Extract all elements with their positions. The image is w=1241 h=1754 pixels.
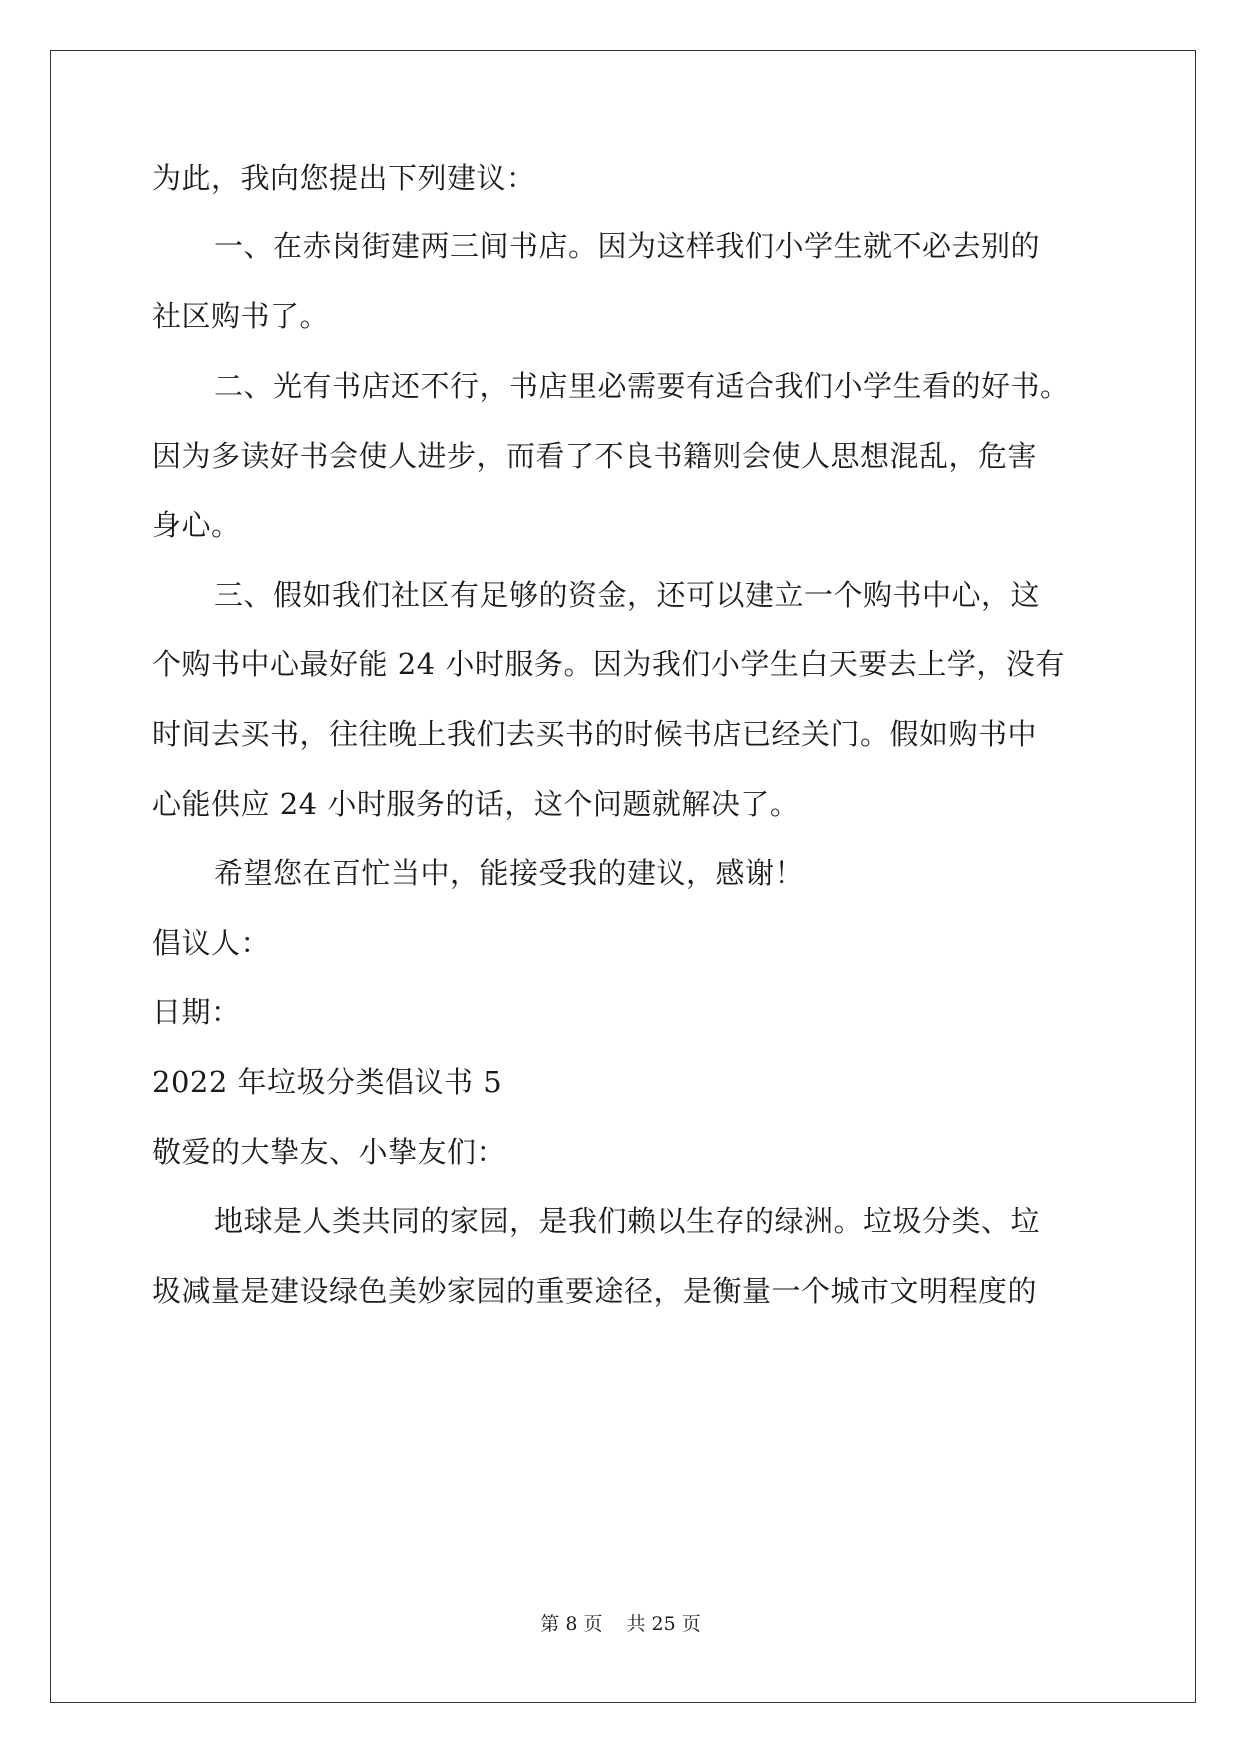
paragraph-line: 身心。 bbox=[152, 508, 241, 542]
paragraph-line: 社区购书了。 bbox=[152, 299, 330, 333]
paragraph-line: 三、假如我们社区有足够的资金，还可以建立一个购书中心，这 bbox=[214, 578, 1041, 612]
section-title: 2022 年垃圾分类倡议书 5 bbox=[152, 1065, 503, 1099]
paragraph-line: 二、光有书店还不行，书店里必需要有适合我们小学生看的好书。 bbox=[214, 369, 1070, 403]
paragraph-line: 因为多读好书会使人进步，而看了不良书籍则会使人思想混乱，危害 bbox=[152, 439, 1038, 473]
page-number: 第 8 页 bbox=[540, 1613, 603, 1635]
date-label: 日期： bbox=[152, 995, 241, 1029]
signature-label: 倡议人： bbox=[152, 926, 271, 960]
paragraph-line: 为此，我向您提出下列建议： bbox=[152, 161, 536, 195]
paragraph-line: 心能供应 24 小时服务的话，这个问题就解决了。 bbox=[152, 787, 800, 821]
page-total: 共 25 页 bbox=[626, 1613, 701, 1635]
page-footer bbox=[0, 1612, 1241, 1636]
paragraph-line: 圾减量是建设绿色美妙家园的重要途径，是衡量一个城市文明程度的 bbox=[152, 1274, 1038, 1308]
paragraph-line: 地球是人类共同的家园，是我们赖以生存的绿洲。垃圾分类、垃 bbox=[214, 1204, 1041, 1238]
paragraph-line: 一、在赤岗街建两三间书店。因为这样我们小学生就不必去别的 bbox=[214, 229, 1041, 263]
salutation: 敬爱的大挚友、小挚友们： bbox=[152, 1135, 507, 1169]
paragraph-line: 个购书中心最好能 24 小时服务。因为我们小学生白天要去上学，没有 bbox=[152, 647, 1065, 681]
paragraph-line: 希望您在百忙当中，能接受我的建议，感谢！ bbox=[214, 856, 805, 890]
paragraph-line: 时间去买书，往往晚上我们去买书的时候书店已经关门。假如购书中 bbox=[152, 717, 1038, 751]
